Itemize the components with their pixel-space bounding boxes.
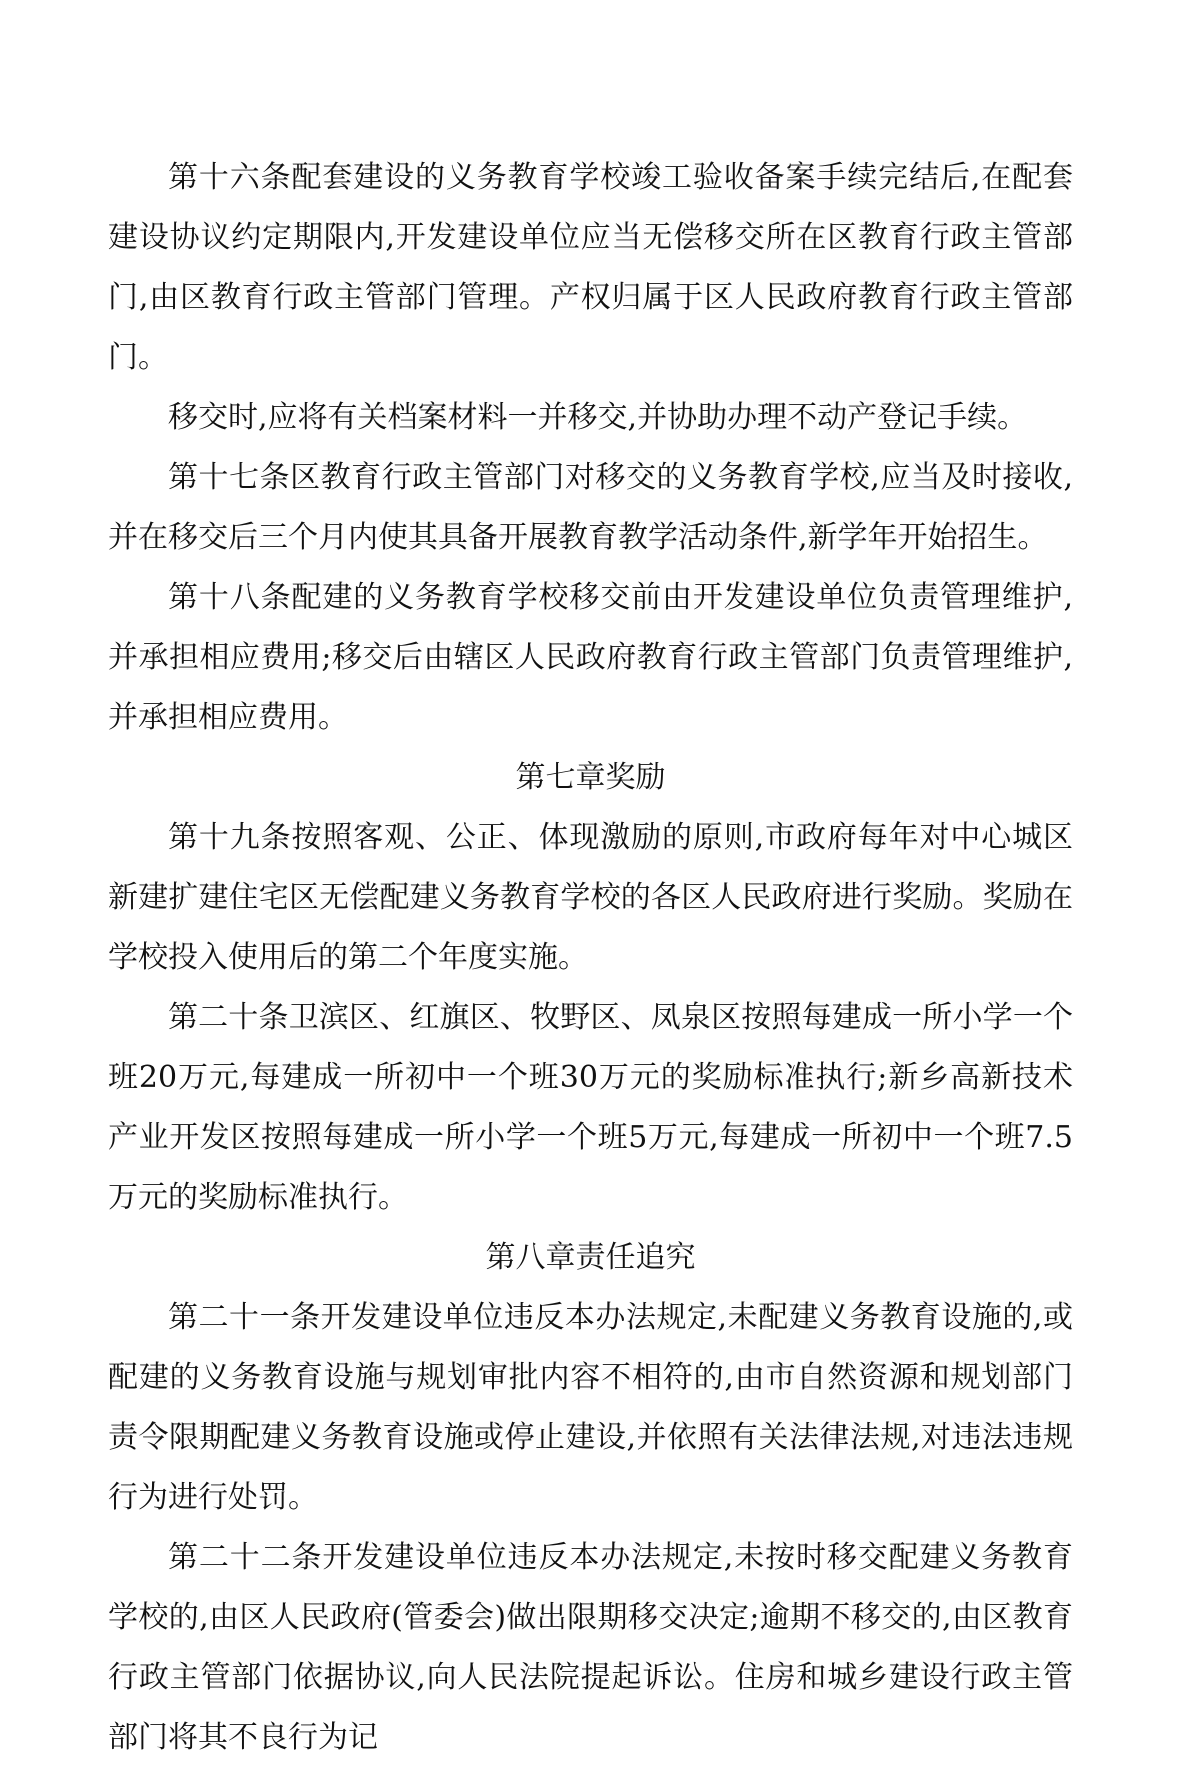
article-18-paragraph: 第十八条配建的义务教育学校移交前由开发建设单位负责管理维护,并承担相应费用;移交后由辖区人民政府教育行政主管部门负责管理维护,并承担相应费用。 — [108, 580, 1073, 735]
article-20-paragraph: 第二十条卫滨区、红旗区、牧野区、凤泉区按照每建成一所小学一个班20万元,每建成一所初中一个班30万元的奖励标准执行;新乡高新技术产业开发区按照每建成一所小学一个班5万元,每建成一所初中一个班7.5万元的奖励标准执行。 — [108, 1000, 1073, 1215]
chapter-7-heading: 第七章奖励 — [515, 760, 666, 795]
article-16-paragraph: 第十六条配套建设的义务教育学校竣工验收备案手续完结后,在配套建设协议约定期限内,开发建设单位应当无偿移交所在区教育行政主管部门,由区教育行政主管部门管理。产权归属于区人民政府教育行政主管部门。 — [108, 160, 1073, 375]
article-21-paragraph: 第二十一条开发建设单位违反本办法规定,未配建义务教育设施的,或配建的义务教育设施与规划审批内容不相符的,由市自然资源和规划部门责令限期配建义务教育设施或停止建设,并依照有关法律法规,对违法违规行为进行处罚。 — [108, 1300, 1073, 1515]
article-22-paragraph: 第二十二条开发建设单位违反本办法规定,未按时移交配建义务教育学校的,由区人民政府(管委会)做出限期移交决定;逾期不移交的,由区教育行政主管部门依据协议,向人民法院提起诉讼。住房和城乡建设行政主管部门将其不良行为记 — [108, 1540, 1073, 1755]
article-19-paragraph: 第十九条按照客观、公正、体现激励的原则,市政府每年对中心城区新建扩建住宅区无偿配建义务教育学校的各区人民政府进行奖励。奖励在学校投入使用后的第二个年度实施。 — [108, 820, 1073, 975]
article-17-paragraph: 第十七条区教育行政主管部门对移交的义务教育学校,应当及时接收,并在移交后三个月内使其具备开展教育教学活动条件,新学年开始招生。 — [108, 460, 1073, 555]
article-16-handover-paragraph: 移交时,应将有关档案材料一并移交,并协助办理不动产登记手续。 — [168, 400, 1028, 435]
chapter-8-heading: 第八章责任追究 — [485, 1240, 696, 1275]
document-body — [108, 148, 1073, 1768]
